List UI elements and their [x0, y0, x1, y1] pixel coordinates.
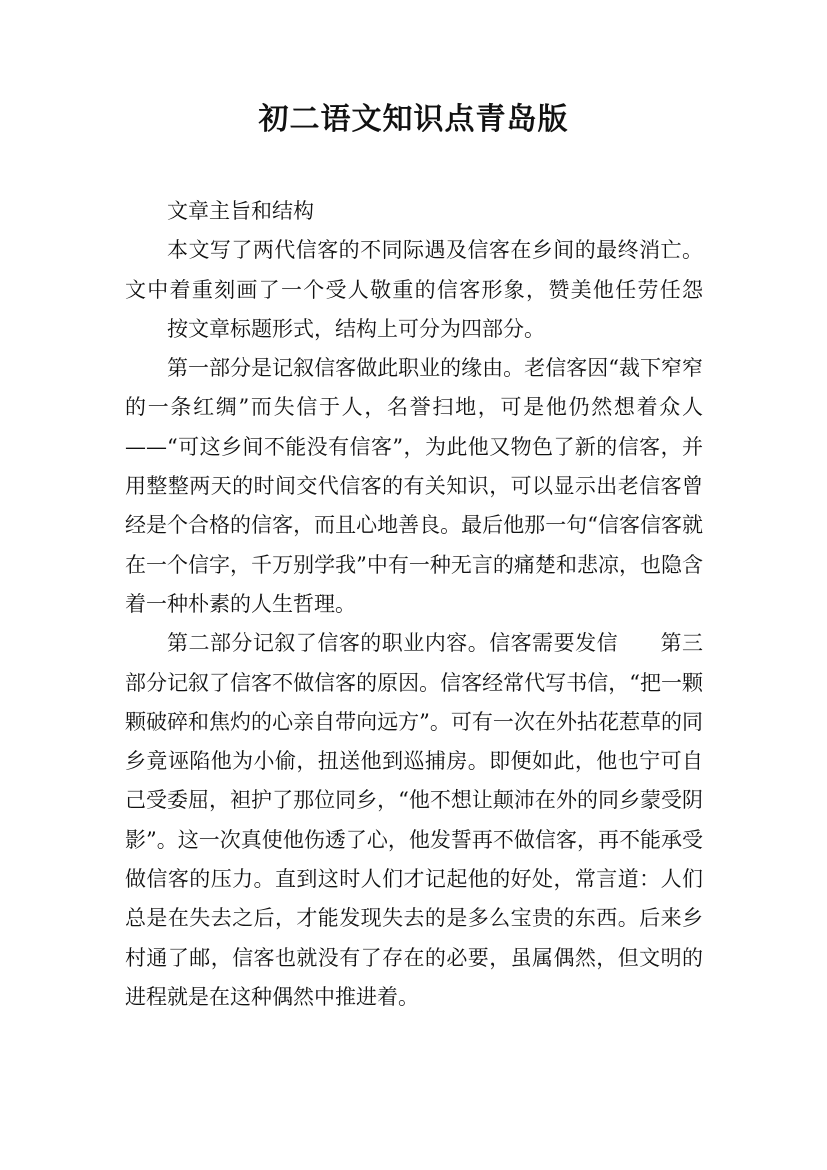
paragraph-1-text-a: 本文写了两代信客的不同际遇及信客在乡间的最终消亡。文中着重刻画了一个受人敬重的信客形象，赞美他任劳任怨	[125, 238, 703, 302]
paragraph-1	[125, 231, 703, 349]
paragraph-1-text-b: 按文章标题形式，结构上可分为四部分。	[167, 316, 545, 341]
paragraph-3-text-a: 第二部分记叙了信客的职业内容。信客需要发信	[167, 631, 619, 656]
paragraph-3-text-b: 第三部分记叙了信客不做信客的原因。信客经常代写书信，“把一颗颗破碎和焦灼的心亲自带向远方”。可有一次在外拈花惹草的同乡竟诬陷他为小偷，扭送他到巡捕房。即便如此，他也宁可自己受委屈，袒护了那位同乡，“他不想让颠沛在外的同乡蒙受阴影”。这一次真使他伤透了心，他发誓再不做信客，再不能承受做信客的压力。直到这时人们才记起他的好处，常言道：人们总是在失去之后，才能发现失去的是多么宝贵的东西。后来乡村通了邮，信客也就没有了存在的必要，虽属偶然，但文明的进程就是在这种偶然中推进着。	[125, 631, 704, 1009]
paragraph-2	[125, 349, 703, 624]
paragraph-3	[125, 624, 703, 1017]
section-heading: 文章主旨和结构	[167, 199, 314, 223]
paragraph-2-text: 第一部分是记叙信客做此职业的缘由。老信客因“裁下窄窄的一条红绸”而失信于人，名誉扫地，可是他仍然想着众人——“可这乡间不能没有信客”，为此他又物色了新的信客，并用整整两天的时间交代信客的有关知识，可以显示出老信客曾经是个合格的信客，而且心地善良。最后他那一句“信客信客就在一个信字，千万别学我”中有一种无言的痛楚和悲凉，也隐含着一种朴素的人生哲理。	[125, 356, 703, 616]
document-title: 初二语文知识点青岛版	[258, 102, 569, 137]
document-body	[125, 192, 703, 1017]
